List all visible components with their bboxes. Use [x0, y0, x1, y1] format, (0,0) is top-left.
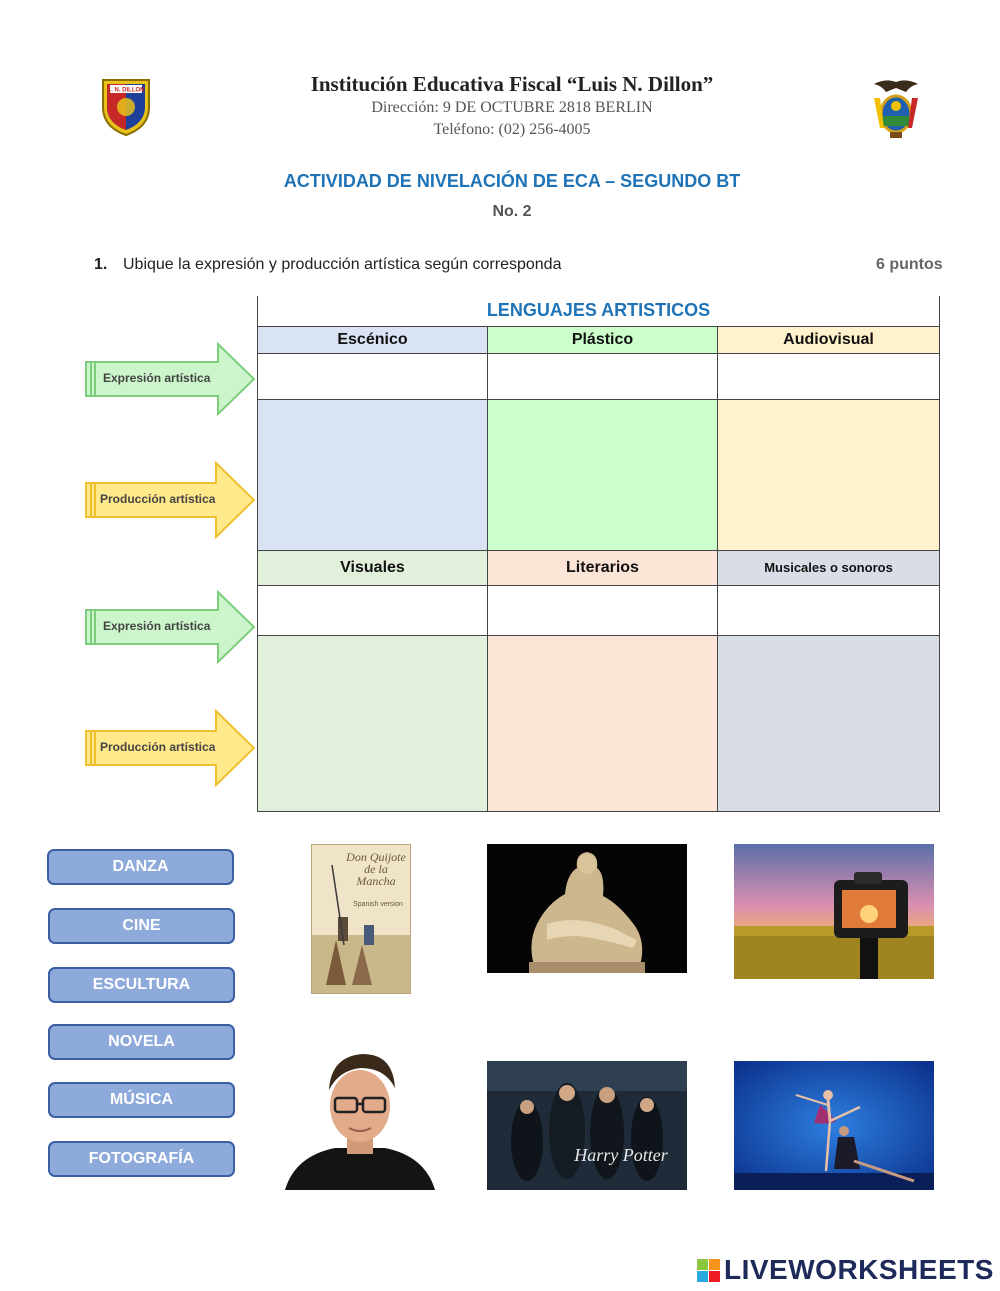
header-plastico: Plástico: [487, 326, 718, 354]
drop-production-literarios[interactable]: [487, 635, 718, 812]
header-audiovisual: Audiovisual: [717, 326, 940, 354]
drop-production-musicales[interactable]: [717, 635, 940, 812]
header-visuales: Visuales: [257, 550, 488, 586]
word-novela[interactable]: NOVELA: [48, 1024, 235, 1060]
activity-title: ACTIVIDAD DE NIVELACIÓN DE ECA – SEGUNDO BT: [283, 171, 741, 191]
drop-expression-visuales[interactable]: [257, 585, 488, 636]
question-points: 6 puntos: [876, 256, 943, 273]
word-danza[interactable]: DANZA: [47, 849, 234, 885]
word-escultura[interactable]: ESCULTURA: [48, 967, 235, 1003]
expression-label-1: Expresión artística: [103, 371, 211, 385]
school-phone: Teléfono: (02) 256-4005: [433, 121, 591, 138]
drop-production-audiovisual[interactable]: [717, 399, 940, 551]
book-subtitle-text: Spanish version: [353, 901, 403, 908]
harry-potter-poster-image[interactable]: [487, 1061, 687, 1190]
word-fotografia[interactable]: FOTOGRAFÍA: [48, 1141, 235, 1177]
svg-text:L. N. DILLON: L. N. DILLON: [107, 87, 145, 94]
drop-production-visuales[interactable]: [257, 635, 488, 812]
production-label-2: Producción artística: [100, 740, 216, 754]
singer-portrait-image[interactable]: [285, 1044, 435, 1190]
activity-number: No. 2: [492, 203, 532, 220]
don-quijote-book-image[interactable]: [311, 844, 411, 994]
question-number: 1.: [94, 256, 108, 273]
drop-expression-musicales[interactable]: [717, 585, 940, 636]
header-musicales: Musicales o sonoros: [717, 550, 940, 586]
word-musica[interactable]: MÚSICA: [48, 1082, 235, 1118]
drop-expression-literarios[interactable]: [487, 585, 718, 636]
word-cine[interactable]: CINE: [48, 908, 235, 944]
school-name: Institución Educativa Fiscal “Luis N. Dillon”: [310, 72, 714, 96]
school-address: Dirección: 9 DE OCTUBRE 2818 BERLIN: [371, 99, 653, 116]
drop-expression-plastico[interactable]: [487, 353, 718, 400]
expression-label-2: Expresión artística: [103, 619, 211, 633]
book-title-text: Don Quijote de la Mancha: [346, 850, 406, 888]
header-escenico: Escénico: [257, 326, 488, 354]
table-title: LENGUAJES ARTISTICOS: [257, 296, 940, 326]
header-literarios: Literarios: [487, 550, 718, 586]
movie-title-text: Harry Potter: [574, 1145, 668, 1165]
camera-photography-image[interactable]: [734, 844, 934, 979]
question-text: Ubique la expresión y producción artística según corresponda: [123, 256, 562, 273]
ballet-dance-image[interactable]: [734, 1061, 934, 1190]
drop-expression-audiovisual[interactable]: [717, 353, 940, 400]
pieta-sculpture-image[interactable]: [487, 844, 687, 973]
drop-production-plastico[interactable]: [487, 399, 718, 551]
drop-production-escenico[interactable]: [257, 399, 488, 551]
drop-expression-escenico[interactable]: [257, 353, 488, 400]
production-label-1: Producción artística: [100, 492, 216, 506]
liveworksheets-brand[interactable]: LIVEWORKSHEETS: [724, 1254, 994, 1285]
liveworksheets-badge-icon: [697, 1259, 721, 1283]
